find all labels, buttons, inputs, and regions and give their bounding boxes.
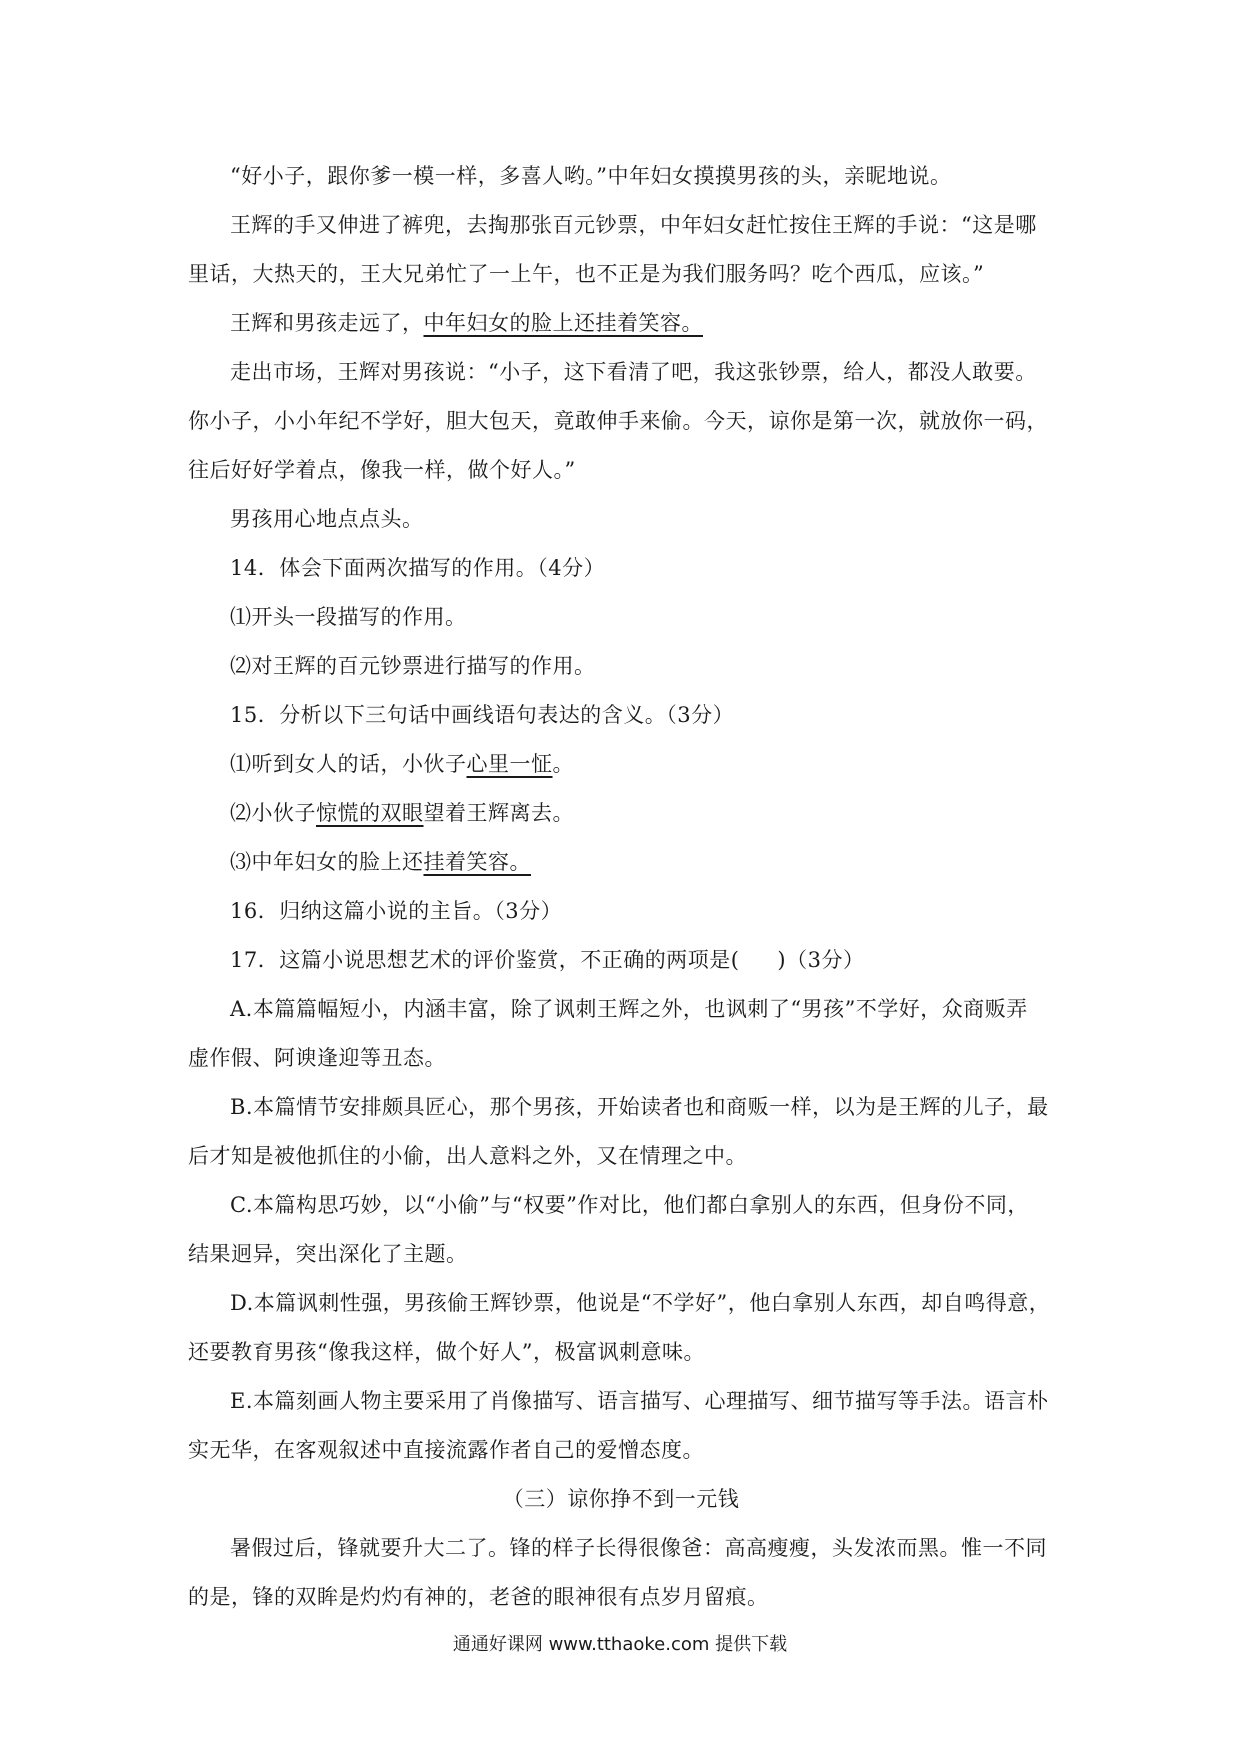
option-b: B.本篇情节安排颇具匠心，那个男孩，开始读者也和商贩一样，以为是王辉的儿子，最 — [230, 1095, 1049, 1119]
story-paragraph: 男孩用心地点点头。 — [230, 507, 424, 531]
story-paragraph-cont: 往后好好学着点，像我一样，做个好人。” — [188, 458, 576, 482]
question-text: )（3分） — [777, 948, 865, 972]
question-text: 。 — [552, 752, 574, 776]
story-paragraph-cont: 里话，大热天的，王大兄弟忙了一上午，也不正是为我们服务吗？吃个西瓜，应该。” — [188, 262, 985, 286]
story-text: 王辉和男孩走远了， — [230, 311, 424, 335]
option-c-cont: 结果迥异，突出深化了主题。 — [188, 1242, 468, 1266]
question-15-title: 15．分析以下三句话中画线语句表达的含义。（3分） — [230, 703, 735, 727]
question-17-title — [188, 936, 1054, 985]
underlined-phrase: 挂着笑容。 — [423, 850, 531, 874]
question-14-item-2: ⑵对王辉的百元钞票进行描写的作用。 — [230, 654, 596, 678]
section-heading: （三）谅你挣不到一元钱 — [502, 1487, 740, 1511]
story-paragraph-cont: 你小子，小小年纪不学好，胆大包天，竟敢伸手来偷。今天，谅你是第一次，就放你一码， — [188, 409, 1048, 433]
option-d-cont: 还要教育男孩“像我这样，做个好人”，极富讽刺意味。 — [188, 1340, 705, 1364]
question-15-item-2 — [188, 789, 1054, 838]
question-15-item-3 — [188, 838, 1054, 887]
page-footer: 通通好课网 www.tthaoke.com 提供下载 — [452, 1634, 788, 1655]
story-paragraph: “好小子，跟你爹一模一样，多喜人哟。”中年妇女摸摸男孩的头，亲昵地说。 — [230, 164, 952, 188]
question-16-title: 16．归纳这篇小说的主旨。（3分） — [230, 899, 563, 923]
option-d: D.本篇讽刺性强，男孩偷王辉钞票，他说是“不学好”，他白拿别人东西，却自鸣得意， — [230, 1291, 1051, 1315]
underlined-sentence: 中年妇女的脸上还挂着笑容。 — [423, 311, 703, 335]
section-paragraph-cont: 的是，锋的双眸是灼灼有神的，老爸的眼神很有点岁月留痕。 — [188, 1585, 769, 1609]
story-paragraph — [188, 299, 1054, 348]
story-paragraph: 王辉的手又伸进了裤兜，去掏那张百元钞票，中年妇女赶忙按住王辉的手说：“这是哪 — [230, 213, 1037, 237]
document-body — [188, 152, 1054, 1622]
question-14-item-1: ⑴开头一段描写的作用。 — [230, 605, 467, 629]
underlined-phrase: 心里一怔 — [466, 752, 553, 776]
option-b-cont: 后才知是被他抓住的小偷，出人意料之外，又在情理之中。 — [188, 1144, 747, 1168]
question-14-title: 14．体会下面两次描写的作用。（4分） — [230, 556, 606, 580]
question-text: 望着王辉离去。 — [423, 801, 574, 825]
question-15-item-1 — [188, 740, 1054, 789]
option-a: A.本篇篇幅短小，内涵丰富，除了讽刺王辉之外，也讽刺了“男孩”不学好，众商贩弄 — [230, 997, 1028, 1021]
underlined-phrase: 惊慌的双眼 — [316, 801, 424, 825]
question-text: ⑵小伙子 — [230, 801, 316, 825]
option-e-cont: 实无华，在客观叙述中直接流露作者自己的爱憎态度。 — [188, 1438, 704, 1462]
question-text: ⑶中年妇女的脸上还 — [230, 850, 424, 874]
question-text: 17．这篇小说思想艺术的评价鉴赏，不正确的两项是( — [230, 948, 740, 972]
question-text: ⑴听到女人的话，小伙子 — [230, 752, 467, 776]
option-c: C.本篇构思巧妙，以“小偷”与“权要”作对比，他们都白拿别人的东西，但身份不同， — [230, 1193, 1029, 1217]
story-paragraph: 走出市场，王辉对男孩说：“小子，这下看清了吧，我这张钞票，给人，都没人敢要。 — [230, 360, 1037, 384]
option-a-cont: 虚作假、阿谀逢迎等丑态。 — [188, 1046, 446, 1070]
section-paragraph: 暑假过后，锋就要升大二了。锋的样子长得很像爸：高高瘦瘦，头发浓而黑。惟一不同 — [230, 1536, 1047, 1560]
option-e: E.本篇刻画人物主要采用了肖像描写、语言描写、心理描写、细节描写等手法。语言朴 — [230, 1389, 1049, 1413]
